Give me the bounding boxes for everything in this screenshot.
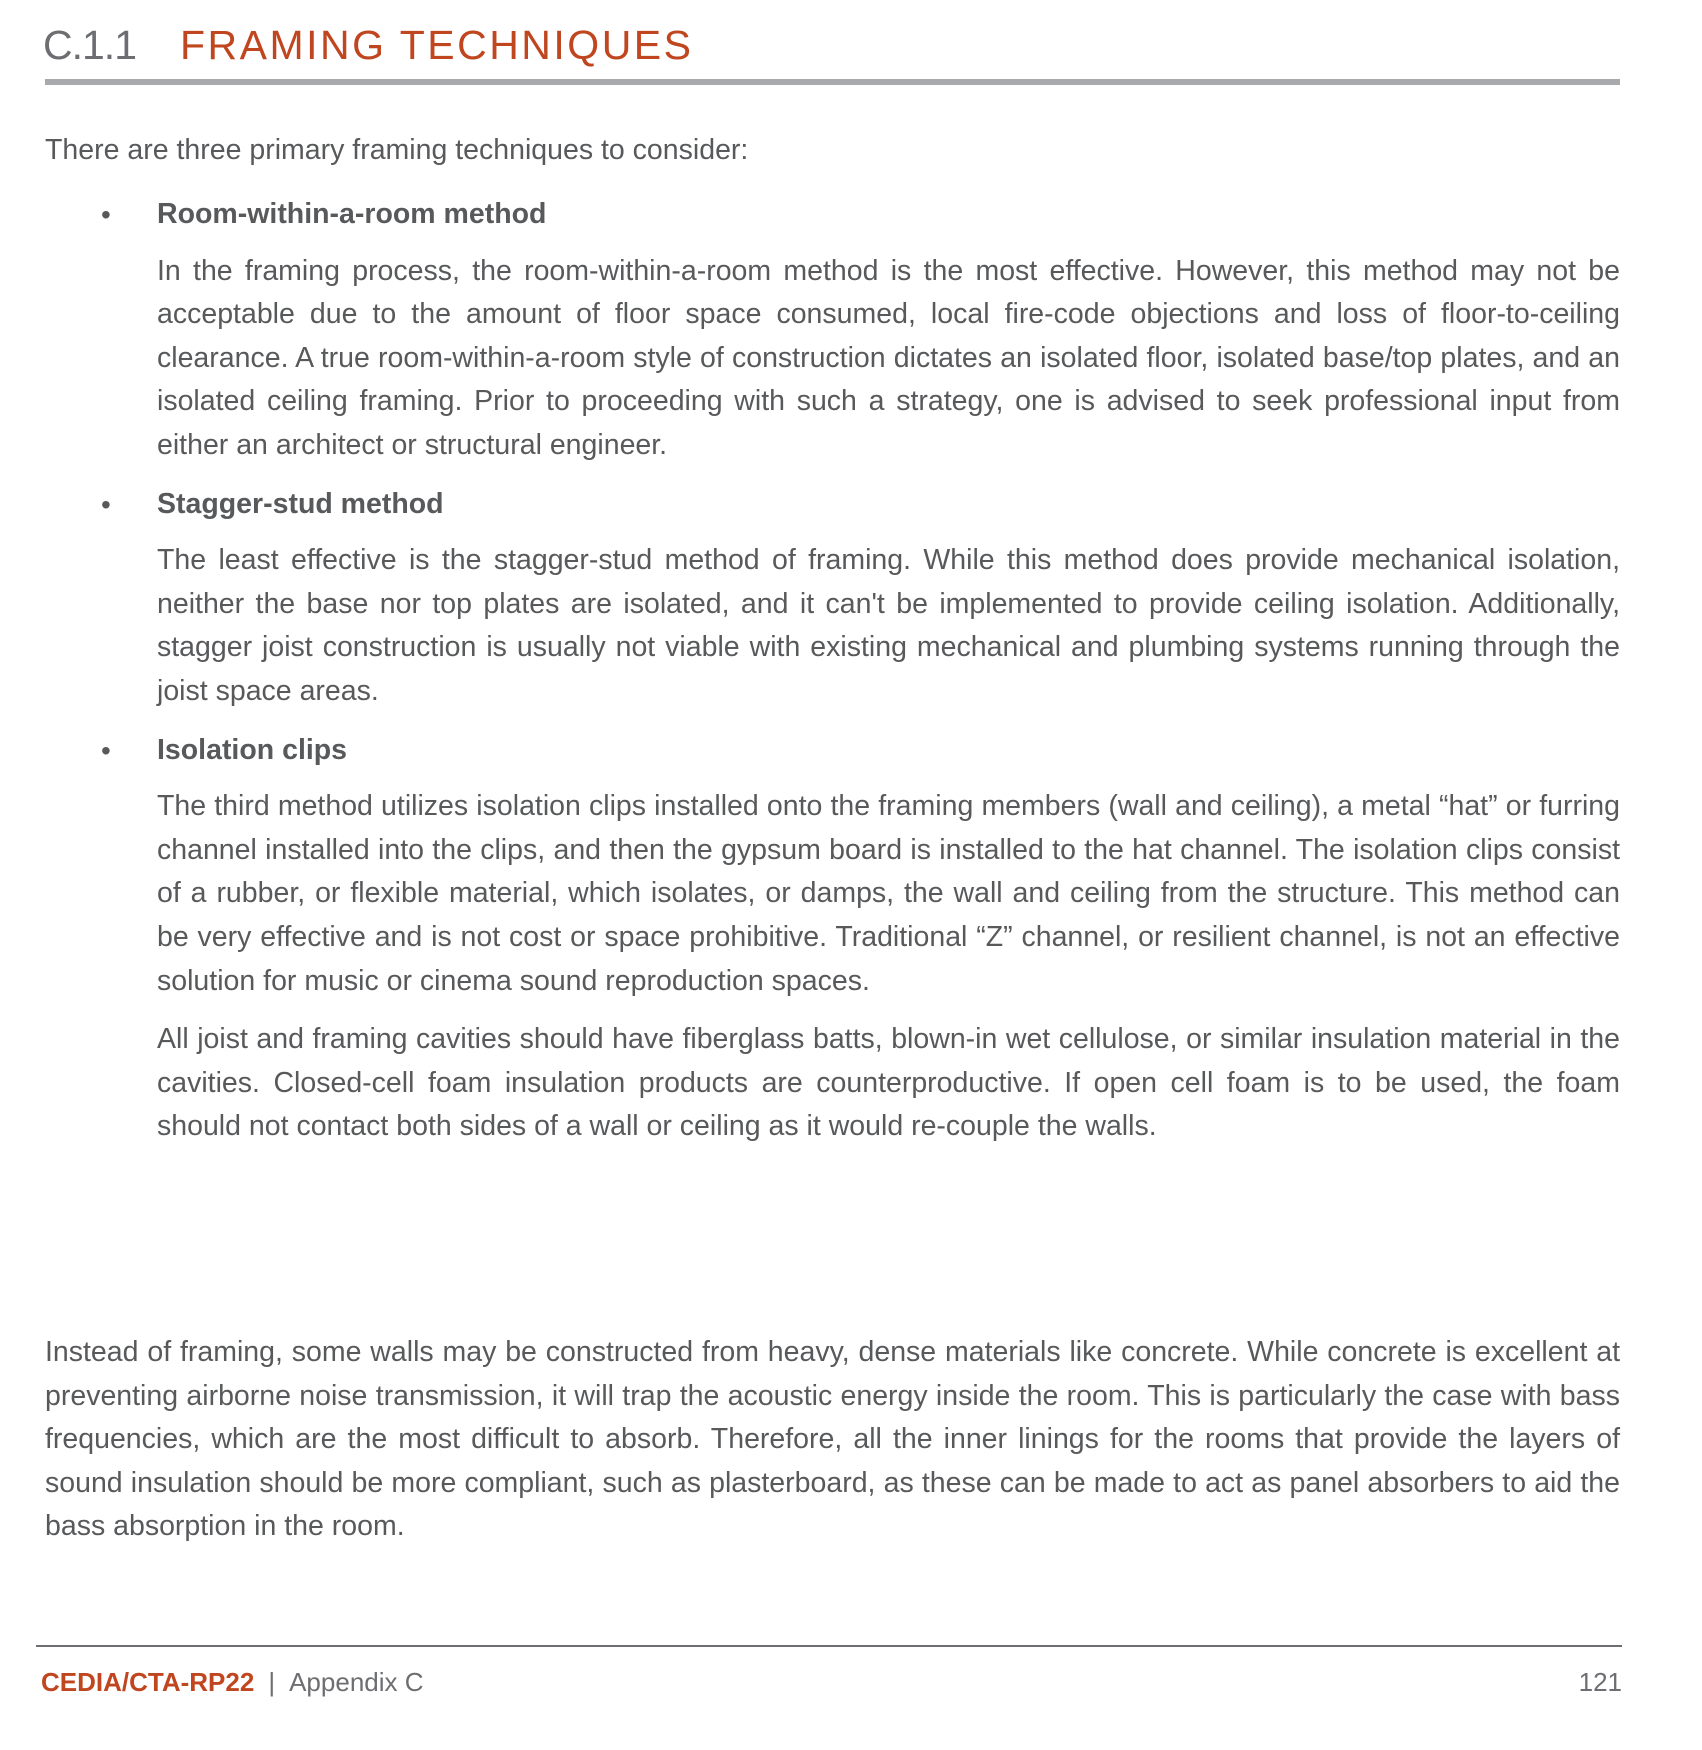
list-item-room-within-a-room [45,193,1620,468]
page-number: 121 [1578,1667,1622,1697]
footer-rule [36,1645,1622,1647]
footer-brand: CEDIA/CTA-RP22 [41,1667,255,1697]
footer-separator: | [268,1667,276,1697]
bullet-icon: • [101,199,111,230]
bullet-icon: • [101,488,111,520]
page-footer [41,1664,1622,1700]
list-item-stagger-stud [45,483,1620,714]
closing-paragraph: Instead of framing, some walls may be constructed from heavy, dense materials like concrete. While concrete is excellent at preventing airborne noise transmission, it will trap the acoustic energy inside the room. This is particularly the case with bass frequencies, which are the most difficult to absorb. Therefore, all the inner linings for the rooms that provide the layers of sound insulation should be more compliant, such as plasterboard, as these can be made to act as panel absorbers to aid the bass absorption in the room. [45,1336,1620,1543]
header-rule [45,79,1620,85]
item-heading: Isolation clips [157,733,348,766]
item-paragraph: All joist and framing cavities should have fiberglass batts, blown-in wet cellulose, or similar insulation material in the cavities. Closed-cell foam insulation products are counterproductive. If open cell foam is to be used, the foam should not contact both sides of a wall or ceiling as it would re-couple the walls. [157,1023,1620,1143]
item-heading: Stagger-stud method [157,487,444,520]
item-heading: Room-within-a-room method [157,198,547,230]
intro-text: There are three primary framing techniques to consider: [45,134,749,166]
item-paragraph: The least effective is the stagger-stud method of framing. While this method does provide mechanical isolation, neither the base nor top plates are isolated, and it can't be implemented to provide ceiling isolation. Additionally, stagger joist construction is usually not viable with existing mechanical and plumbing systems running through the joist space areas. [157,544,1620,707]
section-title: FRAMING TECHNIQUES [180,22,694,68]
bullet-icon: • [101,734,111,766]
item-paragraph: In the framing process, the room-within-a-room method is the most effective. However, this method may not be acceptable due to the amount of floor space consumed, local fire-code objections and loss of floor-to-ceiling clearance. A true room-within-a-room style of construction dictates an isolated floor, isolated base/top plates, and an isolated ceiling framing. Prior to proceeding with such a strategy, one is advised to seek professional input from either an architect or structural engineer. [157,254,1620,461]
footer-section: Appendix C [289,1667,424,1697]
item-paragraph: The third method utilizes isolation clips installed onto the framing members (wall and ceiling), a metal “hat” or furring channel installed into the clips, and then the gypsum board is installed to the hat channel. The isolation clips consist of a rubber, or flexible material, which isolates, or damps, the wall and ceiling from the structure. This method can be very effective and is not cost or space prohibitive. Traditional “Z” channel, or resilient channel, is not an effective solution for music or cinema sound reproduction spaces. [157,790,1620,997]
list-item-isolation-clips [45,729,1620,1149]
techniques-list [45,193,1620,1164]
section-number: C.1.1 [43,22,136,68]
